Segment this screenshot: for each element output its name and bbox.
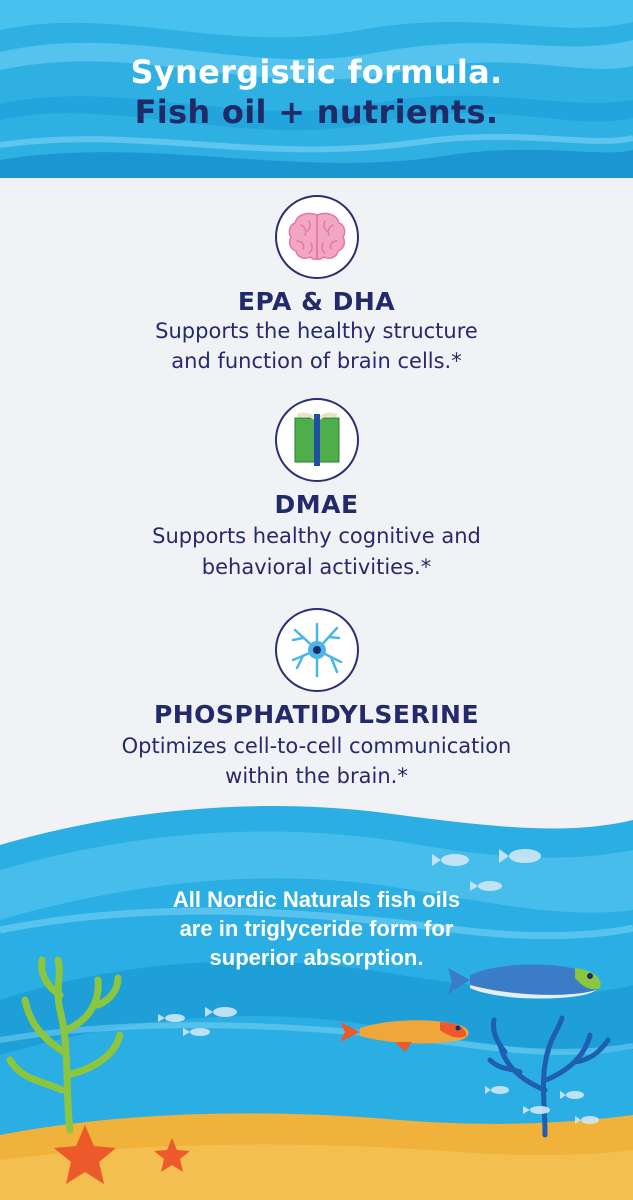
book-icon	[275, 398, 359, 482]
feature-desc-line-2: and function of brain cells.*	[171, 349, 462, 373]
feature-desc-line-2: within the brain.*	[225, 764, 408, 788]
headline	[0, 52, 633, 132]
ocean-illustration	[0, 790, 633, 1200]
brain-icon	[275, 195, 359, 279]
feature-title: PHOSPHATIDYLSERINE	[153, 700, 480, 729]
feature-title: EPA & DHA	[237, 287, 396, 316]
claim-line-2: are in triglyceride form for	[179, 916, 454, 941]
feature-desc-line-1: Optimizes cell-to-cell communication	[121, 734, 512, 758]
headline-line-2: Fish oil + nutrients.	[134, 93, 499, 131]
feature-title: DMAE	[274, 490, 359, 519]
feature-desc-line-1: Supports healthy cognitive and	[152, 524, 481, 548]
headline-line-1: Synergistic formula.	[130, 53, 503, 91]
ocean-scene	[0, 790, 633, 1200]
claim-line-1: All Nordic Naturals fish oils	[172, 887, 461, 912]
feature-desc-line-2: behavioral activities.*	[201, 555, 432, 579]
triglyceride-claim	[0, 885, 633, 972]
claim-line-3: superior absorption.	[209, 945, 424, 970]
header-banner	[0, 0, 633, 178]
neuron-icon	[275, 608, 359, 692]
feature-desc-line-1: Supports the healthy structure	[155, 319, 478, 343]
